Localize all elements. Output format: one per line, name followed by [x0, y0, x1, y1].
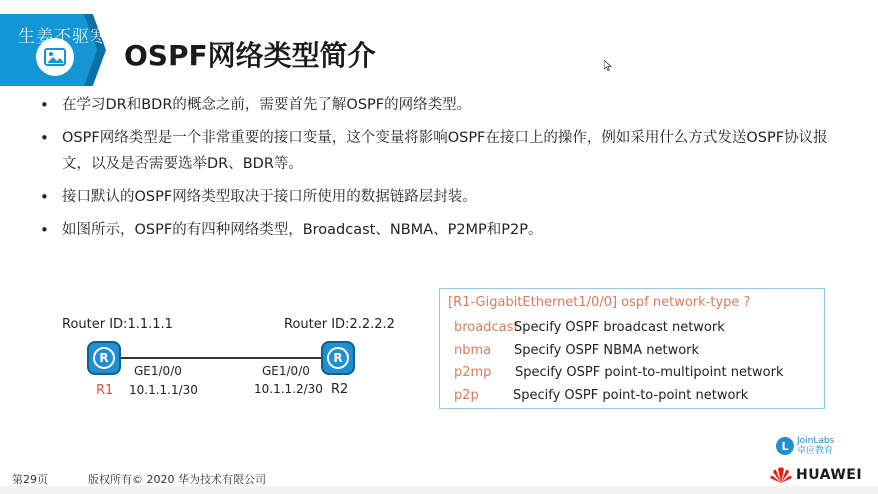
option-description: Specify OSPF point-to-point network	[513, 388, 749, 403]
option-keyword: nbma	[454, 343, 492, 358]
cli-prompt: [R1-GigabitEthernet1/0/0] ospf network-type ?	[448, 295, 751, 310]
r1-name: R1	[96, 383, 114, 398]
bullet-item: • 接口默认的OSPF网络类型取决于接口所使用的数据链路层封装。	[36, 184, 836, 210]
mouse-cursor-icon	[604, 56, 612, 75]
bullet-list	[36, 92, 836, 250]
r2-name: R2	[331, 382, 349, 397]
bullet-item: • 如图所示，OSPF的有四种网络类型，Broadcast、NBMA、P2MP和P2P。	[36, 217, 836, 243]
watermark-text: 生姜不驱寒	[18, 27, 108, 47]
huawei-logo	[770, 466, 862, 484]
r1-ip: 10.1.1.1/30	[129, 383, 198, 397]
joinlabs-logo	[776, 436, 834, 456]
page-number: 第29页	[12, 473, 48, 486]
router-r2-icon: R	[321, 341, 355, 375]
joinlabs-name: JoinLabs	[797, 436, 835, 446]
bullet-item: • 在学习DR和BDR的概念之前，需要首先了解OSPF的网络类型。	[36, 92, 836, 118]
copyright-text: 版权所有© 2020 华为技术有限公司	[88, 473, 266, 486]
joinlabs-cn: 卓应教育	[797, 446, 834, 456]
option-keyword: p2p	[454, 388, 479, 403]
option-description: Specify OSPF broadcast network	[514, 320, 725, 335]
option-keyword: broadcast	[454, 320, 519, 335]
cli-output-box	[439, 288, 825, 409]
r1-interface: GE1/0/0	[134, 364, 182, 378]
option-description: Specify OSPF NBMA network	[514, 343, 700, 358]
link-line	[121, 357, 321, 359]
bullet-item: • OSPF网络类型是一个非常重要的接口变量，这个变量将影响OSPF在接口上的操作，例如采用什么方式发送OSPF协议报文，以及是否需要选举DR、BDR等。	[36, 125, 836, 177]
option-keyword: p2mp	[454, 365, 492, 380]
huawei-wordmark: HUAWEI	[796, 467, 863, 483]
router-r1-icon: R	[87, 341, 121, 375]
bottom-bar	[0, 486, 878, 494]
r1-router-id: Router ID:1.1.1.1	[62, 317, 173, 332]
r2-interface: GE1/0/0	[262, 364, 310, 378]
huawei-flower-icon	[770, 466, 792, 484]
joinlabs-icon: L	[776, 437, 794, 455]
r2-ip: 10.1.1.2/30	[254, 382, 323, 396]
page-title: OSPF网络类型简介	[124, 39, 376, 72]
option-description: Specify OSPF point-to-multipoint network	[515, 365, 784, 380]
r2-router-id: Router ID:2.2.2.2	[284, 317, 395, 332]
